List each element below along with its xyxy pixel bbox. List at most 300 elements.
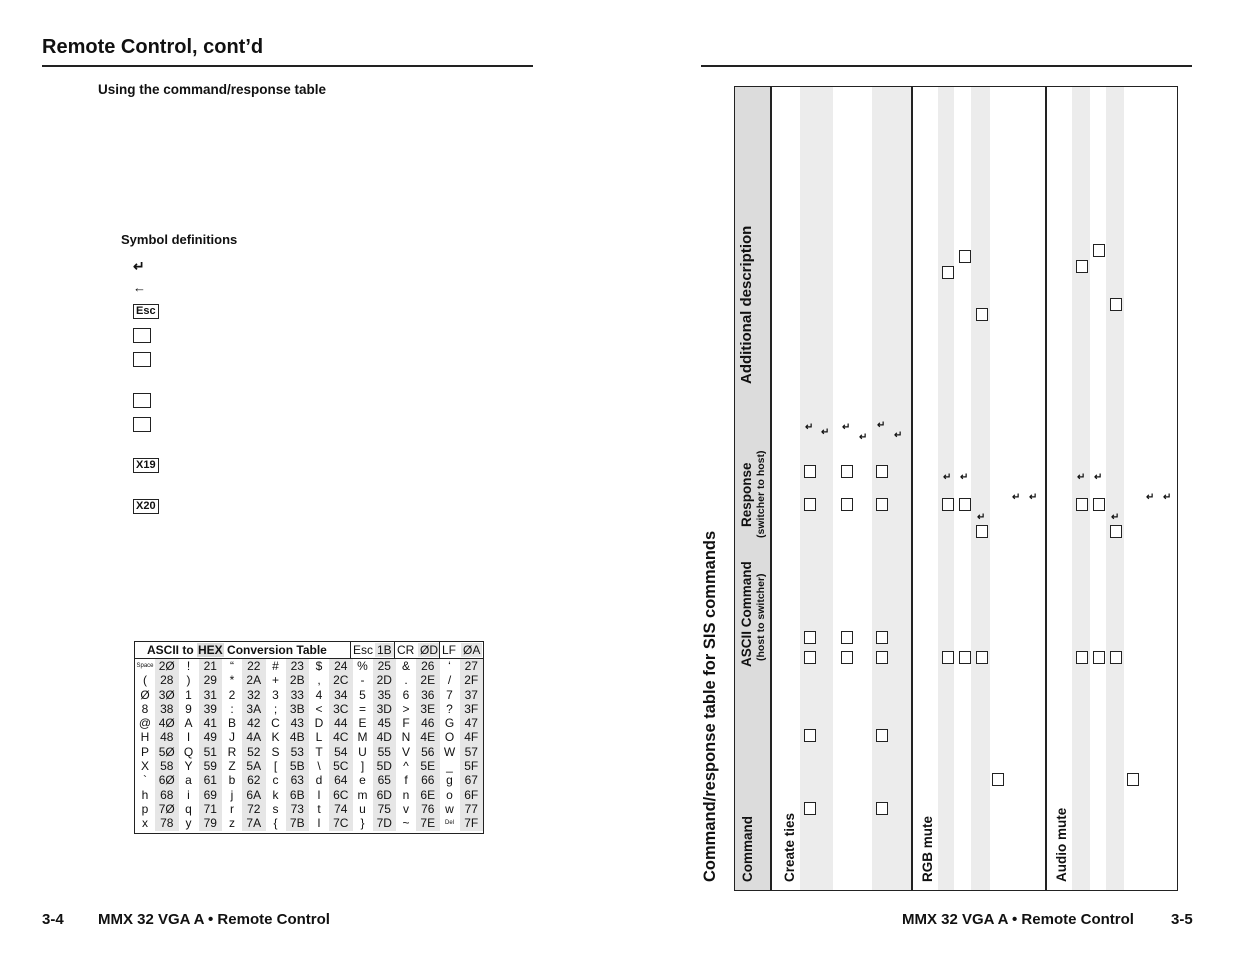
ascii-char: % (357, 659, 368, 673)
ascii-hex: 7A (242, 816, 266, 830)
ascii-char: & (401, 659, 410, 673)
ascii-hex: 6E (416, 788, 440, 802)
ascii-char: C (271, 716, 280, 731)
ascii-char: ) (186, 673, 191, 688)
symbol-carriage-return: ↵ (133, 258, 145, 274)
ascii-hex: 52 (242, 745, 266, 759)
ascii-hex: 33 (286, 688, 310, 702)
ascii-hex: 37 (460, 688, 484, 702)
ascii-hex: 42 (242, 716, 266, 730)
return-symbol: ↵ (977, 512, 986, 523)
ascii-hex: 66 (416, 773, 440, 787)
header-separator (350, 642, 351, 658)
ascii-char: q (185, 801, 192, 816)
ascii-hex: 5D (373, 759, 397, 773)
ascii-hex: 55 (373, 745, 397, 759)
header-separator (439, 642, 440, 658)
row-shade (971, 87, 990, 890)
ascii-hex: 48 (155, 730, 179, 744)
ascii-cell (309, 688, 353, 702)
ascii-cell (222, 816, 266, 830)
ascii-hex: 65 (373, 773, 397, 787)
ascii-char: [ (273, 759, 278, 774)
ascii-char: a (185, 773, 192, 788)
ascii-cell (353, 745, 397, 759)
ascii-char: * (229, 673, 235, 688)
ascii-char: u (359, 801, 366, 816)
ascii-hex: 57 (460, 745, 484, 759)
ascii-cell (353, 702, 397, 716)
ascii-hex: 5A (242, 759, 266, 773)
ascii-char: \ (317, 759, 321, 774)
ascii-cell (179, 673, 223, 687)
ascii-char: ~ (402, 816, 410, 831)
ascii-cell (135, 673, 179, 687)
row-shade (872, 87, 911, 890)
placeholder-box (1093, 498, 1105, 511)
placeholder-box (1076, 498, 1088, 511)
col-header-ascii-sub: (host to switcher) (755, 573, 767, 661)
ascii-row (135, 802, 483, 816)
return-symbol: ↵ (859, 432, 868, 443)
ascii-hex: 3E (416, 702, 440, 716)
ascii-cell (179, 802, 223, 816)
ascii-row (135, 702, 483, 716)
ascii-hex: 72 (242, 802, 266, 816)
ascii-cell (266, 716, 310, 730)
return-symbol: ↵ (1012, 492, 1021, 503)
placeholder-box (841, 651, 853, 664)
ascii-char: l (317, 787, 321, 802)
ascii-hex: 7D (373, 816, 397, 830)
page-title: Remote Control, cont’d (42, 36, 264, 58)
section-divider (1045, 87, 1047, 890)
ascii-cell (179, 688, 223, 702)
header-cr: CR (397, 643, 415, 657)
placeholder-box (804, 729, 816, 742)
ascii-cell (353, 688, 397, 702)
ascii-hex: 45 (373, 716, 397, 730)
ascii-cell (266, 673, 310, 687)
ascii-hex: 6F (460, 788, 484, 802)
ascii-char: f (404, 773, 408, 788)
ascii-hex: 31 (199, 688, 223, 702)
ascii-char: N (401, 730, 411, 745)
return-symbol: ↵ (877, 420, 886, 431)
placeholder-box (976, 651, 988, 664)
ascii-hex: 23 (286, 659, 310, 673)
placeholder-box (976, 308, 988, 321)
ascii-hex: 7C (329, 816, 353, 830)
symbol-esc: Esc (133, 304, 159, 319)
ascii-char: F (402, 716, 410, 731)
ascii-table-body (135, 659, 483, 831)
ascii-char: Ø (140, 687, 150, 702)
placeholder-box (1110, 298, 1122, 311)
ascii-hex: 5E (416, 759, 440, 773)
ascii-hex: 46 (416, 716, 440, 730)
ascii-char: h (141, 787, 149, 802)
ascii-hex: 28 (155, 673, 179, 687)
ascii-cell (135, 716, 179, 730)
ascii-title-a: ASCII to (147, 643, 194, 657)
ascii-hex: 47 (460, 716, 484, 730)
ascii-cell (222, 802, 266, 816)
ascii-hex: 2C (329, 673, 353, 687)
ascii-hex: 4D (373, 730, 397, 744)
ascii-char: P (140, 744, 149, 759)
ascii-char: ! (186, 659, 191, 673)
ascii-cell (440, 688, 484, 702)
ascii-cell (135, 802, 179, 816)
placeholder-box (841, 631, 853, 644)
ascii-char: 9 (185, 701, 192, 716)
ascii-cell (266, 730, 310, 744)
ascii-hex: 71 (199, 802, 223, 816)
ascii-char: B (227, 716, 236, 731)
ascii-char: Q (183, 744, 194, 759)
ascii-char: W (443, 744, 456, 759)
ascii-char: r (230, 801, 234, 816)
ascii-row (135, 730, 483, 744)
ascii-char: : (230, 701, 234, 716)
ascii-cell (396, 788, 440, 802)
ascii-char: R (227, 744, 237, 759)
ascii-row (135, 759, 483, 773)
ascii-hex: 2E (416, 673, 440, 687)
ascii-cell (222, 745, 266, 759)
ascii-hex: 35 (373, 688, 397, 702)
ascii-cell (266, 759, 310, 773)
ascii-hex: 34 (329, 688, 353, 702)
ascii-hex: 29 (199, 673, 223, 687)
row-shade (1106, 87, 1124, 890)
row-shade (800, 87, 833, 890)
ascii-cell (309, 716, 353, 730)
ascii-hex: 5F (460, 759, 484, 773)
symbol-x19: X19 (133, 458, 159, 473)
ascii-char: _ (446, 759, 453, 774)
ascii-cell (353, 673, 397, 687)
ascii-cell (396, 802, 440, 816)
placeholder-box (876, 465, 888, 478)
ascii-hex: 3A (242, 702, 266, 716)
placeholder-box (959, 498, 971, 511)
ascii-hex: 63 (286, 773, 310, 787)
ascii-char: O (444, 730, 455, 745)
ascii-hex: 7F (460, 816, 484, 830)
ascii-char: 1 (185, 687, 192, 702)
ascii-hex: 6A (242, 788, 266, 802)
ascii-cell (440, 745, 484, 759)
ascii-char: Y (184, 759, 193, 774)
ascii-hex: 2D (373, 673, 397, 687)
symbol-box-2 (133, 352, 151, 367)
ascii-cell (353, 802, 397, 816)
ascii-char: K (271, 730, 280, 745)
symbol-x20: X20 (133, 499, 159, 514)
ascii-hex-table (134, 641, 484, 834)
ascii-cell (309, 816, 353, 830)
ascii-hex: 6C (329, 788, 353, 802)
placeholder-box (841, 465, 853, 478)
ascii-cell (266, 788, 310, 802)
ascii-cell (309, 730, 353, 744)
ascii-hex: 4C (329, 730, 353, 744)
ascii-char: 5 (359, 687, 366, 702)
ascii-char: x (142, 816, 148, 831)
ascii-char: 3 (272, 687, 279, 702)
ascii-hex: 4Ø (155, 716, 179, 730)
ascii-cell (396, 659, 440, 673)
placeholder-box (804, 802, 816, 815)
ascii-cell (179, 702, 223, 716)
ascii-hex: 38 (155, 702, 179, 716)
ascii-hex: 62 (242, 773, 266, 787)
ascii-char: T (315, 744, 323, 759)
ascii-cell (309, 773, 353, 787)
header-separator (394, 642, 395, 658)
header-lf: LF (442, 643, 457, 657)
ascii-cell (135, 659, 179, 673)
ascii-char: o (446, 787, 453, 802)
ascii-cell (353, 773, 397, 787)
ascii-char: ` (143, 773, 147, 788)
return-symbol: ↵ (1146, 492, 1155, 503)
ascii-char: k (272, 787, 279, 802)
ascii-cell (222, 716, 266, 730)
section-divider (911, 87, 913, 890)
placeholder-box (876, 802, 888, 815)
ascii-char: L (315, 730, 323, 745)
placeholder-box (804, 651, 816, 664)
ascii-cell (266, 688, 310, 702)
placeholder-box (1110, 651, 1122, 664)
ascii-char: 4 (315, 687, 323, 702)
ascii-cell (309, 788, 353, 802)
ascii-char: ( (143, 673, 147, 688)
placeholder-box (959, 250, 971, 263)
header-esc-hex: 1B (377, 643, 392, 657)
header-esc: Esc (353, 643, 374, 657)
ascii-char: n (402, 787, 410, 802)
ascii-char: J (229, 730, 235, 745)
ascii-cell (135, 788, 179, 802)
ascii-char: Z (228, 759, 236, 774)
ascii-cell (179, 816, 223, 830)
ascii-hex: 41 (199, 716, 223, 730)
ascii-cell (179, 716, 223, 730)
ascii-cell (222, 673, 266, 687)
ascii-hex: 3D (373, 702, 397, 716)
row-shade (938, 87, 954, 890)
ascii-char: D (314, 716, 324, 731)
ascii-char: d (315, 773, 323, 788)
ascii-char: U (358, 744, 367, 759)
placeholder-box (942, 651, 954, 664)
section-create-ties: Create ties (782, 812, 797, 882)
ascii-char: + (271, 673, 279, 688)
ascii-char: E (358, 716, 367, 731)
ascii-hex: 4B (286, 730, 310, 744)
header-lf-hex: ØA (463, 643, 481, 657)
ascii-hex: 54 (329, 745, 353, 759)
ascii-cell (353, 759, 397, 773)
ascii-cell (353, 788, 397, 802)
ascii-cell (396, 716, 440, 730)
ascii-hex: 7Ø (155, 802, 179, 816)
ascii-cell (266, 745, 310, 759)
ascii-title-c: Conversion Table (227, 643, 327, 657)
ascii-hex: 73 (286, 802, 310, 816)
ascii-char: v (403, 801, 409, 816)
placeholder-box (804, 631, 816, 644)
ascii-char: w (445, 801, 454, 816)
return-symbol: ↵ (943, 472, 952, 483)
ascii-cell (135, 702, 179, 716)
ascii-cell (135, 730, 179, 744)
ascii-char: ^ (403, 759, 409, 774)
ascii-char: @ (138, 716, 152, 731)
ascii-hex: 78 (155, 816, 179, 830)
ascii-hex: 24 (329, 659, 353, 673)
ascii-char: l (317, 816, 321, 831)
ascii-char: / (447, 673, 452, 688)
ascii-hex: 79 (199, 816, 223, 830)
ascii-hex: 36 (416, 688, 440, 702)
placeholder-box (876, 631, 888, 644)
ascii-hex: 27 (460, 659, 484, 673)
symbol-left-arrow: ← (133, 280, 146, 295)
ascii-cell (266, 816, 310, 830)
return-symbol: ↵ (805, 422, 814, 433)
return-symbol: ↵ (960, 472, 969, 483)
ascii-char: ? (446, 701, 453, 716)
ascii-cell (440, 759, 484, 773)
symbols-heading: Symbol definitions (121, 232, 238, 247)
placeholder-box (942, 266, 954, 279)
ascii-title-b: HEX (198, 643, 223, 657)
ascii-hex: 61 (199, 773, 223, 787)
ascii-char: ] (360, 759, 365, 774)
section-rgb-mute: RGB mute (920, 815, 935, 882)
return-symbol: ↵ (894, 430, 903, 441)
ascii-cell (353, 716, 397, 730)
placeholder-box (1110, 525, 1122, 538)
placeholder-box (876, 498, 888, 511)
col-header-ascii: ASCII Command (739, 561, 754, 667)
ascii-hex: 43 (286, 716, 310, 730)
ascii-hex: 3C (329, 702, 353, 716)
ascii-hex: 5Ø (155, 745, 179, 759)
ascii-char: ‘ (448, 659, 451, 673)
ascii-cell (396, 745, 440, 759)
ascii-char: A (184, 716, 193, 731)
placeholder-box (876, 651, 888, 664)
ascii-cell (440, 773, 484, 787)
ascii-hex: 4A (242, 730, 266, 744)
ascii-row (135, 773, 483, 787)
ascii-char: 7 (446, 687, 453, 702)
ascii-cell (179, 659, 223, 673)
ascii-cell (222, 702, 266, 716)
ascii-char: # (272, 659, 279, 673)
ascii-cell (396, 702, 440, 716)
ascii-char: < (315, 701, 323, 716)
placeholder-box (804, 498, 816, 511)
ascii-char: > (402, 701, 410, 716)
ascii-cell (179, 730, 223, 744)
ascii-char: G (444, 716, 455, 731)
ascii-char: 2 (228, 687, 236, 702)
ascii-char: Del (444, 820, 454, 827)
ascii-cell (179, 773, 223, 787)
ascii-hex: 68 (155, 788, 179, 802)
ascii-row (135, 659, 483, 673)
ascii-row (135, 716, 483, 730)
ascii-cell (179, 788, 223, 802)
ascii-cell (135, 773, 179, 787)
ascii-hex: 2A (242, 673, 266, 687)
placeholder-box (1093, 244, 1105, 257)
ascii-hex: 74 (329, 802, 353, 816)
ascii-char: z (229, 816, 235, 831)
ascii-char: Space (136, 663, 154, 669)
ascii-hex: 3B (286, 702, 310, 716)
ascii-cell (309, 702, 353, 716)
ascii-hex: 53 (286, 745, 310, 759)
ascii-cell (309, 673, 353, 687)
title-rule-left (42, 65, 533, 67)
ascii-row (135, 745, 483, 759)
ascii-hex: 39 (199, 702, 223, 716)
ascii-hex: 21 (199, 659, 223, 673)
ascii-hex: 51 (199, 745, 223, 759)
ascii-cell (309, 659, 353, 673)
ascii-cell (266, 773, 310, 787)
return-symbol: ↵ (1029, 492, 1038, 503)
ascii-cell (353, 730, 397, 744)
ascii-cell (266, 659, 310, 673)
symbol-box-1 (133, 328, 151, 343)
ascii-row (135, 673, 483, 687)
ascii-cell (353, 659, 397, 673)
ascii-hex: 58 (155, 759, 179, 773)
col-header-response-sub: (switcher to host) (755, 450, 767, 538)
ascii-cell (440, 673, 484, 687)
ascii-hex: 44 (329, 716, 353, 730)
ascii-char: - (360, 673, 365, 688)
ascii-cell (396, 816, 440, 830)
ascii-cell (440, 788, 484, 802)
ascii-hex: 32 (242, 688, 266, 702)
placeholder-box (959, 651, 971, 664)
ascii-char: = (358, 701, 366, 716)
placeholder-box (942, 498, 954, 511)
ascii-char: ; (273, 701, 278, 716)
ascii-cell (222, 759, 266, 773)
ascii-cell (396, 673, 440, 687)
ascii-char: c (272, 773, 279, 788)
ascii-char: } (360, 816, 365, 831)
placeholder-box (804, 465, 816, 478)
ascii-hex: 76 (416, 802, 440, 816)
ascii-hex: 6D (373, 788, 397, 802)
ascii-hex: 3F (460, 702, 484, 716)
symbol-box-3 (133, 393, 151, 408)
ascii-cell (396, 730, 440, 744)
return-symbol: ↵ (1077, 472, 1086, 483)
